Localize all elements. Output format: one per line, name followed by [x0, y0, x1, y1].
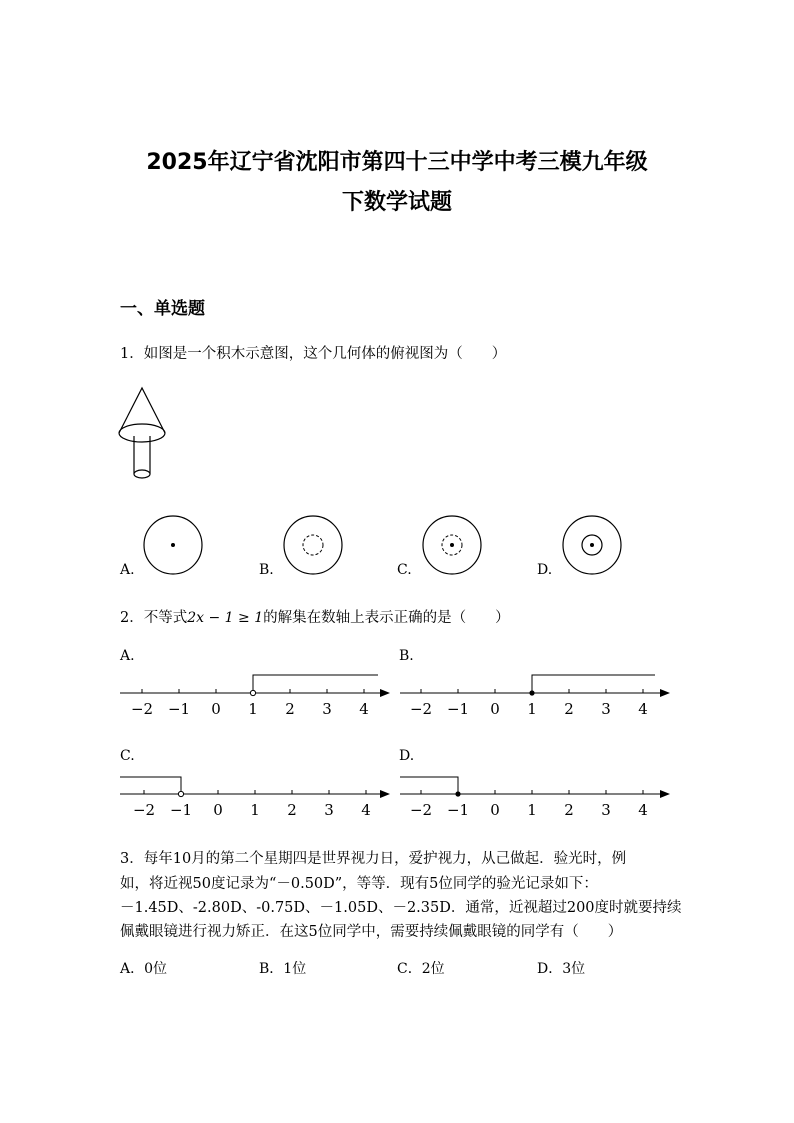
q2-option-a-label[interactable]: A.: [120, 648, 135, 664]
q2-option-b-label[interactable]: B.: [399, 648, 414, 664]
q2-option-d-label[interactable]: D.: [399, 748, 415, 764]
tick-label-neg1: −1: [167, 700, 191, 718]
tick-label-neg2: −2: [132, 801, 156, 819]
tick-label-2: 2: [285, 700, 295, 718]
question-3-line4: 佩戴眼镜进行视力矫正．在这5位同学中，需要持续佩戴眼镜的同学有（ ）: [120, 924, 623, 940]
tick-label-0: 0: [211, 700, 221, 718]
tick-label-neg2: −2: [409, 700, 433, 718]
tick-label-0: 0: [490, 801, 500, 819]
tick-label-1: 1: [248, 700, 258, 718]
document-title-line1: 2025年辽宁省沈阳市第四十三中学中考三模九年级: [146, 150, 648, 175]
q2-option-b-number-line[interactable]: [400, 670, 680, 720]
question-3-line2: 如，将近视50度记录为“－0.50D”，等等．现有5位同学的验光记录如下：: [120, 876, 598, 892]
tick-label-neg1: −1: [169, 801, 193, 819]
tick-label-0: 0: [213, 801, 223, 819]
tick-label-2: 2: [287, 801, 297, 819]
document-title-line2: 下数学试题: [341, 190, 452, 215]
tick-label-1: 1: [527, 700, 537, 718]
q1-option-c-label[interactable]: C.: [397, 562, 412, 578]
solution-bracket: [400, 777, 458, 794]
question-3-line3: －1.45D、-2.80D、-0.75D、－1.05D、－2.35D．通常，近视超过200度时就要持续: [120, 900, 682, 916]
tick-label-neg1: −1: [446, 801, 470, 819]
q2-option-c-label[interactable]: C.: [120, 748, 135, 764]
tick-label-neg1: −1: [446, 700, 470, 718]
closed-endpoint: [455, 791, 460, 796]
tick-label-4: 4: [638, 700, 648, 718]
q1-option-d-label[interactable]: D.: [537, 562, 553, 578]
question-3-line1: 3．每年10月的第二个星期四是世界视力日，爱护视力，从己做起．验光时，例: [120, 851, 627, 867]
tick-label-3: 3: [324, 801, 334, 819]
tick-label-3: 3: [322, 700, 332, 718]
q1-option-b-label[interactable]: B.: [259, 562, 274, 578]
solution-bracket: [532, 675, 655, 693]
question-2-stem-before: 2．不等式: [120, 610, 188, 626]
q1-option-a-label[interactable]: A.: [120, 562, 135, 578]
q3-option-b[interactable]: B．1位: [259, 961, 307, 977]
q1-option-a-figure[interactable]: [142, 514, 206, 578]
question-1-stem: 1．如图是一个积木示意图，这个几何体的俯视图为（ ）: [120, 346, 507, 362]
open-endpoint: [250, 690, 255, 695]
q3-option-a[interactable]: A．0位: [120, 961, 168, 977]
closed-endpoint: [529, 690, 534, 695]
q1-option-b-figure[interactable]: [282, 514, 346, 578]
q2-option-c-number-line[interactable]: [120, 771, 400, 821]
tick-label-1: 1: [527, 801, 537, 819]
solution-bracket: [253, 675, 378, 693]
question-2-stem-after: 的解集在数轴上表示正确的是（ ）: [263, 610, 510, 626]
tick-label-neg2: −2: [409, 801, 433, 819]
section-heading: 一、单选题: [120, 299, 205, 319]
question-2-inequality: 2x − 1 ≥ 1: [187, 610, 264, 626]
tick-label-4: 4: [359, 700, 369, 718]
tick-label-1: 1: [250, 801, 260, 819]
q3-option-d[interactable]: D．3位: [537, 961, 586, 977]
q2-option-a-number-line[interactable]: [120, 670, 400, 720]
open-endpoint: [178, 791, 183, 796]
q3-option-c[interactable]: C．2位: [397, 961, 445, 977]
tick-label-4: 4: [361, 801, 371, 819]
question-2-stem: [120, 606, 510, 627]
tick-label-2: 2: [564, 801, 574, 819]
tick-label-neg2: −2: [130, 700, 154, 718]
q1-option-d-figure[interactable]: [561, 514, 625, 578]
cone-cylinder-figure: [110, 380, 190, 490]
q1-option-c-figure[interactable]: [421, 514, 485, 578]
axis-ticks: [144, 790, 366, 794]
q2-option-d-number-line[interactable]: [400, 771, 680, 821]
tick-label-3: 3: [601, 700, 611, 718]
tick-label-0: 0: [490, 700, 500, 718]
tick-label-4: 4: [638, 801, 648, 819]
axis-ticks: [421, 790, 643, 794]
tick-label-2: 2: [564, 700, 574, 718]
tick-label-3: 3: [601, 801, 611, 819]
solution-bracket: [120, 777, 181, 794]
